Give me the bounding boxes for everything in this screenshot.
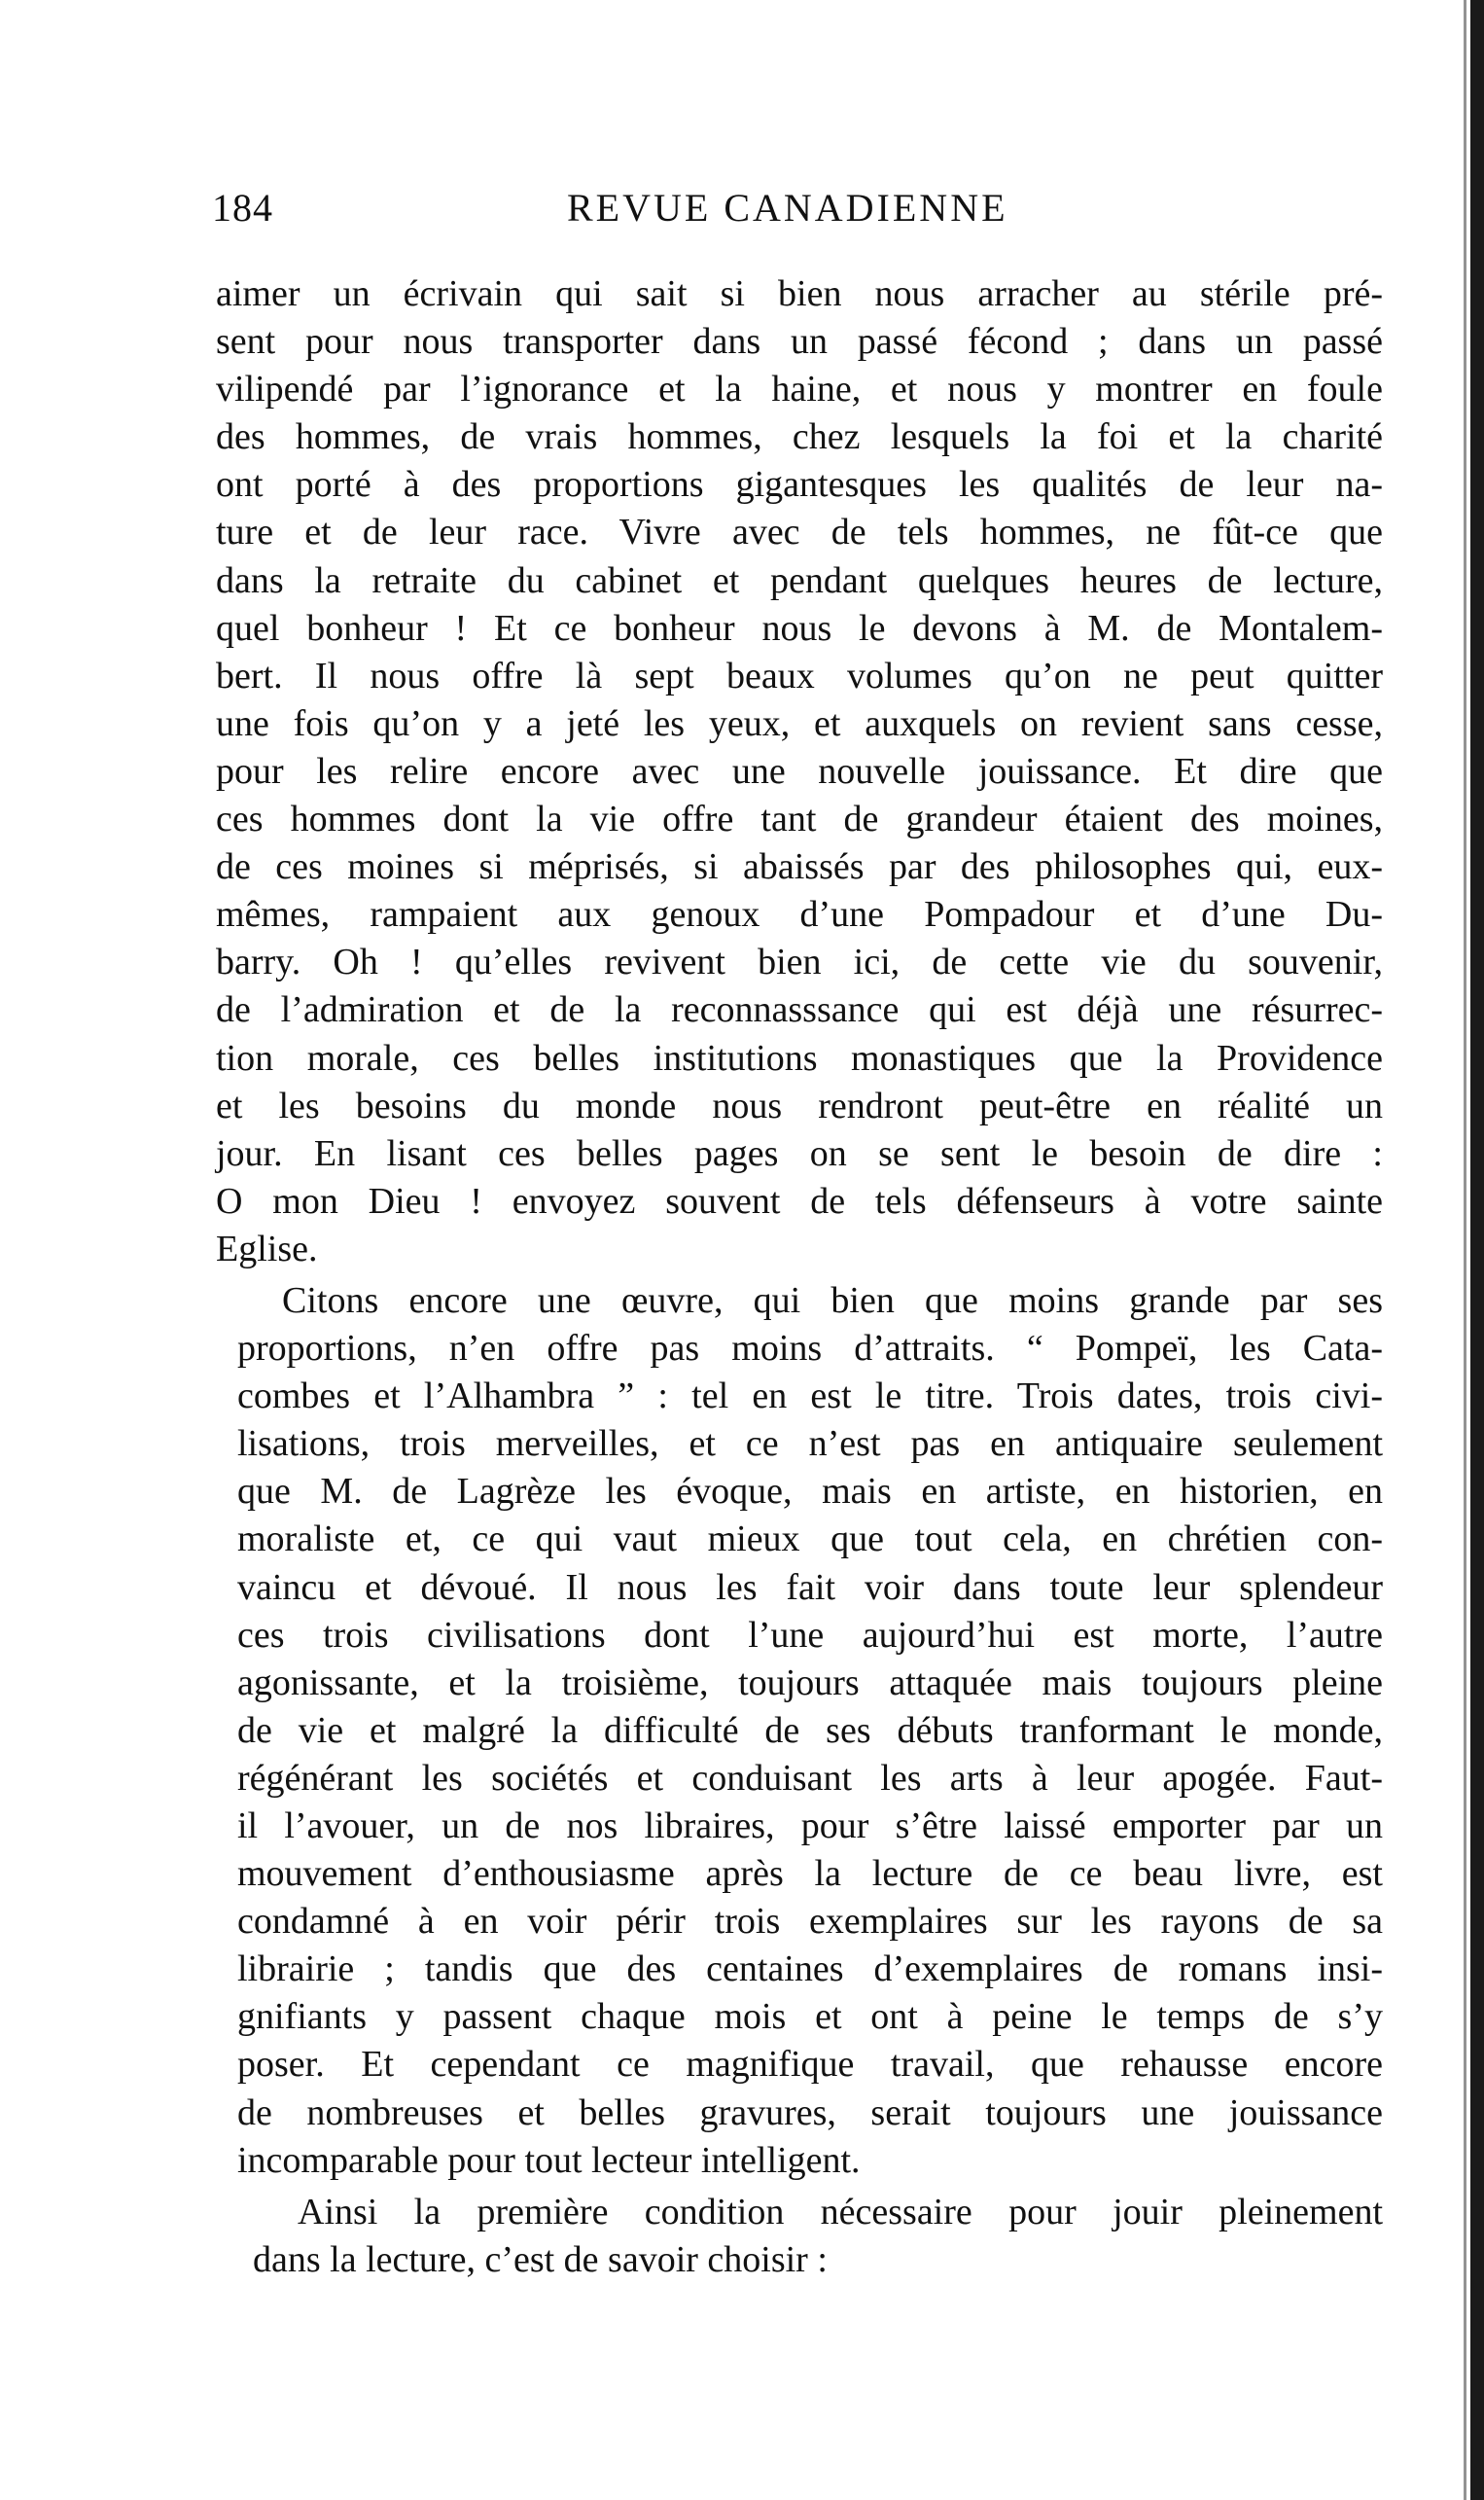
text-line: que M. de Lagrèze les évoque, mais en artiste, en historien, en: [237, 1471, 1383, 1513]
text-line: dans la lecture, c’est de savoir choisir :: [253, 2238, 828, 2280]
text-line: Ainsi la première condition nécessaire pour jouir pleinement: [298, 2191, 1383, 2232]
text-line: tion morale, ces belles institutions monastiques que la Providence: [216, 1037, 1383, 1079]
paragraph: [216, 2189, 1383, 2284]
paragraph: [216, 270, 1383, 1273]
text-line: mouvement d’enthousiasme après la lecture de ce beau livre, est: [237, 1853, 1383, 1895]
text-line: de ces moines si méprisés, si abaissés par des philosophes qui, eux-: [216, 846, 1383, 888]
text-line: incomparable pour tout lecteur intelligent.: [237, 2139, 861, 2181]
text-line: régénérant les sociétés et conduisant les arts à leur apogée. Faut-: [237, 1757, 1383, 1799]
text-line: ces trois civilisations dont l’une aujourd’hui est morte, l’autre: [237, 1614, 1383, 1656]
text-line: condamné à en voir périr trois exemplaires sur les rayons de sa: [237, 1901, 1383, 1943]
text-line: gnifiants y passent chaque mois et ont à peine le temps de s’y: [237, 1996, 1383, 2038]
text-line: dans la retraite du cabinet et pendant quelques heures de lecture,: [216, 559, 1383, 601]
text-line: quel bonheur ! Et ce bonheur nous le devons à M. de Montalem-: [216, 607, 1383, 649]
text-line: pour les relire encore avec une nouvelle jouissance. Et dire que: [216, 750, 1383, 792]
text-line: proportions, n’en offre pas moins d’attraits. “ Pompeï, les Cata-: [237, 1328, 1383, 1370]
running-title: REVUE CANADIENNE: [567, 186, 1008, 230]
text-body: [216, 270, 1383, 2288]
text-line: moraliste et, ce qui vaut mieux que tout cela, en chrétien con-: [237, 1518, 1383, 1560]
text-line: sent pour nous transporter dans un passé fécond ; dans un passé: [216, 321, 1383, 363]
text-line: il l’avouer, un de nos libraires, pour s’être laissé emporter par un: [237, 1805, 1383, 1846]
text-line: bert. Il nous offre là sept beaux volumes qu’on ne peut quitter: [216, 655, 1383, 696]
page-edge-line: [1464, 0, 1466, 2500]
text-line: aimer un écrivain qui sait si bien nous arracher au stérile pré-: [216, 273, 1383, 314]
text-line: de nombreuses et belles gravures, serait toujours une jouissance: [237, 2091, 1383, 2133]
text-line: ont porté à des proportions gigantesques les qualités de leur na-: [216, 464, 1383, 506]
page-header: [212, 185, 1398, 243]
text-line: des hommes, de vrais hommes, chez lesquels la foi et la charité: [216, 416, 1383, 458]
page-edge-shadow: [1470, 0, 1484, 2500]
text-line: mêmes, rampaient aux genoux d’une Pompadour et d’une Du-: [216, 894, 1383, 936]
text-line: Eglise.: [216, 1228, 318, 1269]
text-line: jour. En lisant ces belles pages on se sent le besoin de dire :: [216, 1132, 1383, 1174]
text-line: vilipendé par l’ignorance et la haine, et nous y montrer en foule: [216, 369, 1383, 411]
page-number: 184: [212, 186, 273, 230]
text-line: O mon Dieu ! envoyez souvent de tels défenseurs à votre sainte: [216, 1180, 1383, 1222]
text-line: de vie et malgré la difficulté de ses débuts tranformant le monde,: [237, 1709, 1383, 1751]
text-line: ture et de leur race. Vivre avec de tels hommes, ne fût-ce que: [216, 512, 1383, 554]
paragraph: [216, 1277, 1383, 2185]
text-line: vaincu et dévoué. Il nous les fait voir dans toute leur splendeur: [237, 1566, 1383, 1608]
text-line: combes et l’Alhambra ” : tel en est le titre. Trois dates, trois civi-: [237, 1375, 1383, 1417]
text-line: poser. Et cependant ce magnifique travail, que rehausse encore: [237, 2044, 1383, 2086]
text-line: barry. Oh ! qu’elles revivent bien ici, de cette vie du souvenir,: [216, 942, 1383, 983]
text-line: ces hommes dont la vie offre tant de grandeur étaient des moines,: [216, 799, 1383, 840]
text-line: lisations, trois merveilles, et ce n’est pas en antiquaire seulement: [237, 1423, 1383, 1465]
text-line: une fois qu’on y a jeté les yeux, et auxquels on revient sans cesse,: [216, 702, 1383, 744]
text-line: de l’admiration et de la reconnasssance qui est déjà une résurrec-: [216, 989, 1383, 1031]
text-line: agonissante, et la troisième, toujours attaquée mais toujours pleine: [237, 1661, 1383, 1703]
text-line: Citons encore une œuvre, qui bien que moins grande par ses: [282, 1279, 1383, 1321]
text-line: librairie ; tandis que des centaines d’exemplaires de romans insi-: [237, 1948, 1383, 1990]
text-line: et les besoins du monde nous rendront peut-être en réalité un: [216, 1085, 1383, 1126]
